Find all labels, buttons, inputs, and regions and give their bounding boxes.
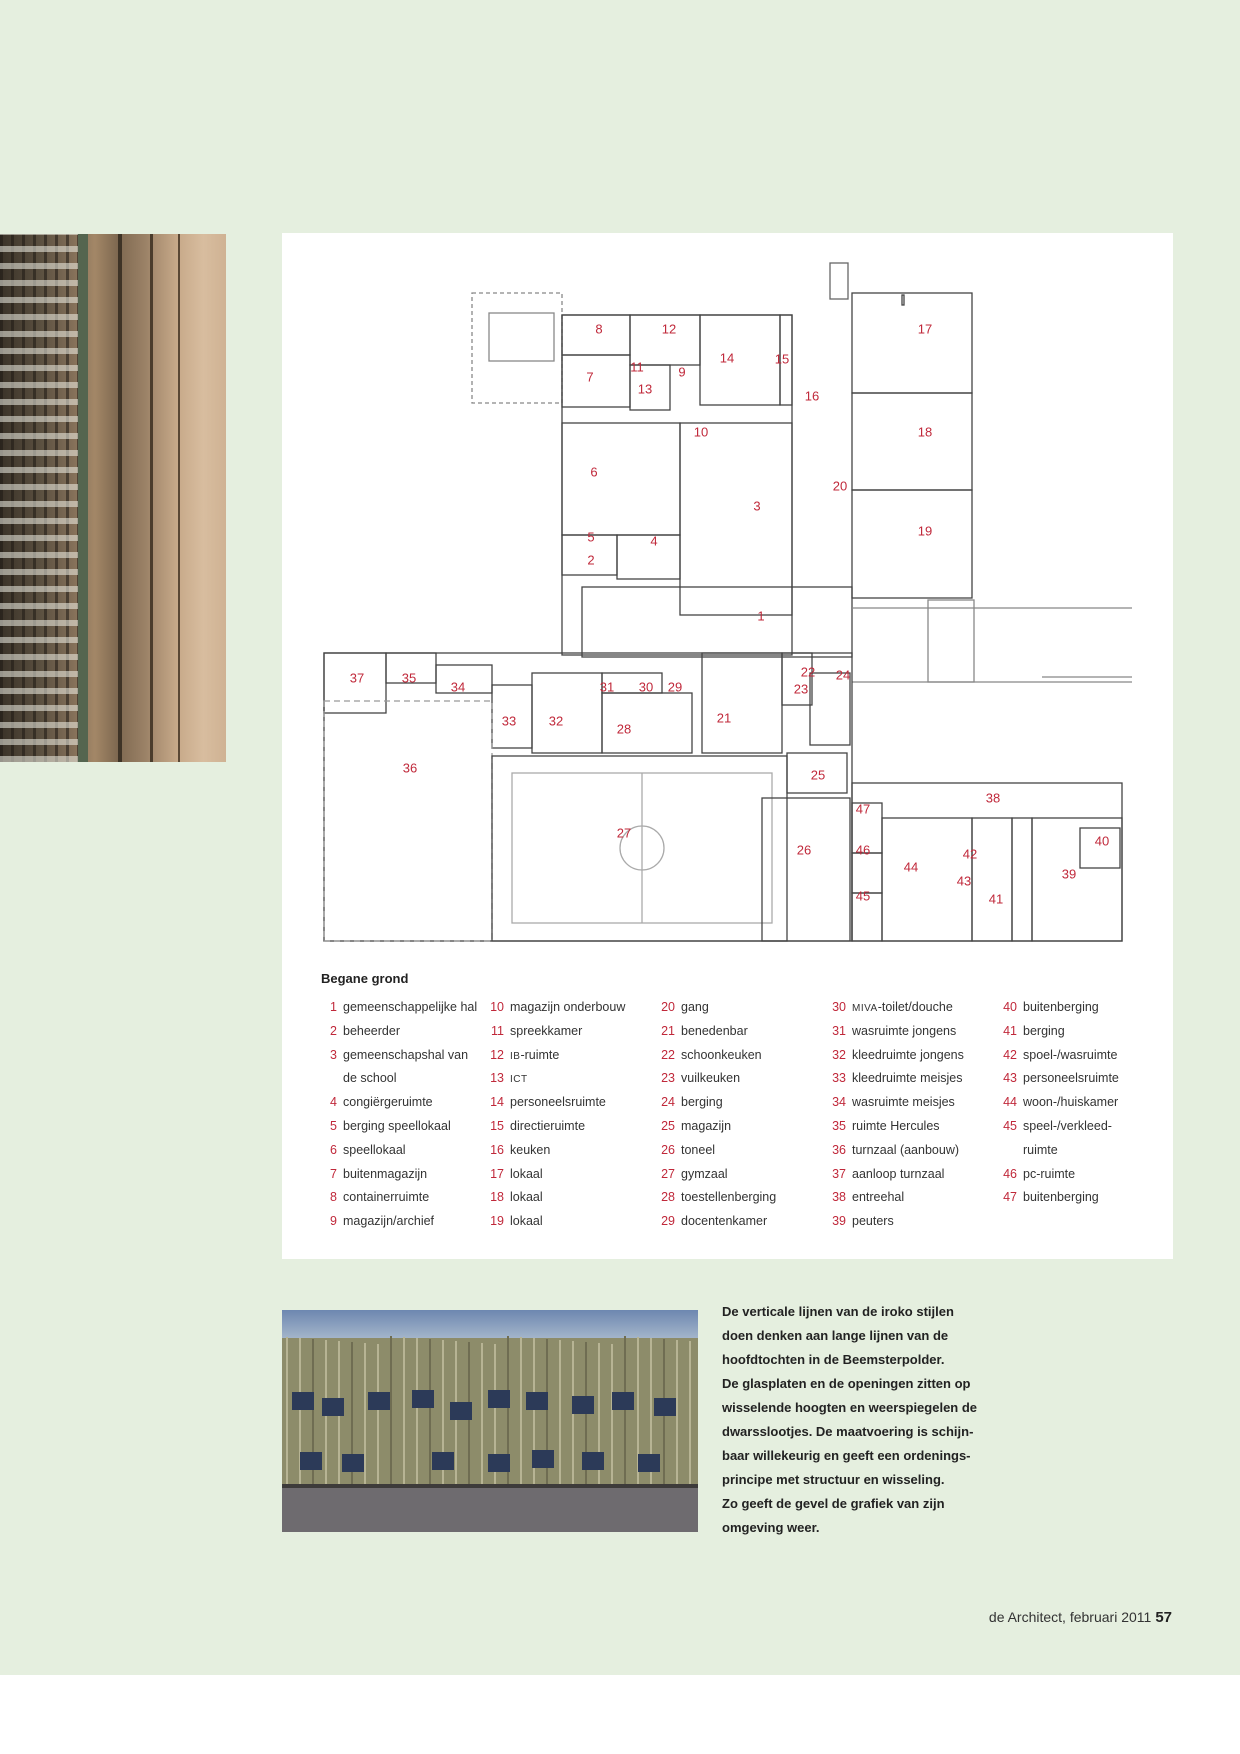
legend-item-label: woon-/huiskamer [1023, 1095, 1119, 1110]
svg-text:39: 39 [1061, 866, 1077, 882]
legend-item-number: 10 [490, 1000, 504, 1014]
legend-item [321, 1186, 477, 1210]
svg-text:47: 47 [855, 801, 871, 817]
legend-item [659, 1139, 776, 1163]
legend-item [830, 1115, 964, 1139]
caption-line: omgeving weer. [722, 1520, 820, 1535]
legend-item [488, 1115, 625, 1139]
legend-item-number: 38 [832, 1190, 846, 1205]
legend-item-number: 15 [490, 1118, 504, 1133]
legend-item [1001, 1115, 1119, 1139]
svg-text:6: 6 [590, 464, 598, 480]
legend-item-label: speel-/verkleed- [1023, 1118, 1112, 1133]
legend-item [1001, 1091, 1119, 1115]
svg-text:30: 30 [638, 679, 654, 695]
legend-item [488, 1091, 625, 1115]
svg-text:18: 18 [917, 424, 933, 440]
legend-item [488, 1210, 625, 1234]
legend-item [659, 1091, 776, 1115]
legend-item-label: docentenkamer [681, 1214, 768, 1229]
svg-text:44: 44 [903, 859, 919, 875]
legend-item [830, 1186, 964, 1210]
svg-text:45: 45 [855, 888, 871, 904]
legend-item [321, 1210, 477, 1234]
legend-item-number: 4 [330, 1095, 337, 1110]
svg-text:7: 7 [586, 369, 594, 385]
legend-item-label: ruimte Hercules [852, 1118, 940, 1133]
legend-item-label: containerruimte [343, 1190, 430, 1205]
svg-text:33: 33 [501, 713, 517, 729]
legend-item [488, 1020, 625, 1044]
svg-text:46: 46 [855, 842, 871, 858]
svg-text:2: 2 [587, 552, 595, 568]
ground-floor-plan [282, 233, 1173, 953]
svg-text:42: 42 [962, 846, 978, 862]
caption-line: hoofdtochten in de Beemsterpolder. [722, 1352, 945, 1367]
legend-item-label: speellokaal [343, 1142, 406, 1157]
svg-text:12: 12 [661, 321, 677, 337]
svg-text:27: 27 [616, 825, 632, 841]
svg-text:25: 25 [810, 767, 826, 783]
legend-item [488, 1044, 625, 1068]
legend-item [1001, 1186, 1119, 1210]
legend-item-number: 5 [330, 1118, 337, 1133]
legend-item [488, 1067, 625, 1091]
legend-item-label: vuilkeuken [681, 1071, 741, 1086]
legend-item [659, 1067, 776, 1091]
legend-item [321, 1044, 477, 1068]
legend-item-label: congiërgeruimte [343, 1095, 433, 1110]
legend-item-label: keuken [510, 1142, 551, 1157]
legend-item-number: 44 [1003, 1095, 1017, 1110]
legend-item [830, 1020, 964, 1044]
legend-item-label: peuters [852, 1214, 894, 1229]
legend-item-number: 18 [490, 1190, 504, 1205]
svg-text:19: 19 [917, 523, 933, 539]
legend-item-label: ICT [510, 1074, 528, 1086]
legend-column-3 [659, 996, 776, 1234]
legend-item-label: magazijn onderbouw [510, 1000, 626, 1014]
svg-text:40: 40 [1094, 833, 1110, 849]
legend-item [321, 1091, 477, 1115]
svg-text:4: 4 [650, 533, 658, 549]
legend-item [1001, 1067, 1119, 1091]
page-margin [0, 1675, 1240, 1754]
legend-item [321, 1020, 477, 1044]
legend-item-label: lokaal [510, 1166, 543, 1181]
caption-line: baar willekeurig en geeft een ordenings- [722, 1448, 971, 1463]
svg-text:13: 13 [637, 381, 653, 397]
legend-item-label: benedenbar [681, 1023, 748, 1038]
legend-item-label: spreekkamer [510, 1023, 583, 1038]
legend-item [659, 1044, 776, 1068]
wood-facade-detail-photo [0, 234, 226, 762]
svg-text:11: 11 [630, 359, 644, 375]
legend-item-continuation: ruimte [1023, 1142, 1058, 1157]
caption-line: dwarsslootjes. De maatvoering is schijn- [722, 1424, 974, 1439]
legend-item-number: 45 [1003, 1118, 1017, 1133]
legend-item [659, 1210, 776, 1234]
svg-text:24: 24 [835, 667, 851, 683]
legend-item-number: 13 [490, 1071, 504, 1086]
legend-item-number: 35 [832, 1118, 846, 1133]
legend-item-number: 20 [661, 1000, 675, 1014]
legend-item-label: wasruimte meisjes [852, 1095, 955, 1110]
legend-item-number: 47 [1003, 1190, 1017, 1205]
page-footer [989, 1609, 1172, 1626]
legend-item [1001, 1163, 1119, 1187]
legend-item [830, 996, 964, 1020]
legend-item [1001, 1020, 1119, 1044]
legend-item-number: 1 [330, 1000, 337, 1014]
legend-title: Begane grond [321, 971, 409, 986]
svg-text:20: 20 [832, 478, 848, 494]
svg-text:8: 8 [595, 321, 603, 337]
svg-text:35: 35 [401, 670, 417, 686]
legend-item-label: berging speellokaal [343, 1118, 451, 1133]
svg-text:28: 28 [616, 721, 632, 737]
school-facade-photo [282, 1310, 698, 1532]
legend-item-number: 24 [661, 1095, 675, 1110]
legend-item-number: 17 [490, 1166, 504, 1181]
legend-item-label: entreehal [852, 1190, 905, 1205]
legend-item-label: aanloop turnzaal [852, 1166, 945, 1181]
legend-item [1001, 996, 1119, 1020]
legend-item-label: buitenmagazijn [343, 1166, 428, 1181]
legend-item-label: gymzaal [681, 1166, 728, 1181]
legend-item-number: 41 [1003, 1023, 1017, 1038]
legend-item-number: 43 [1003, 1071, 1017, 1086]
svg-text:36: 36 [402, 760, 418, 776]
legend-item [321, 996, 477, 1020]
legend-item-number: 37 [832, 1166, 846, 1181]
legend-item [830, 1067, 964, 1091]
legend-item-number: 14 [490, 1095, 504, 1110]
legend-item-continuation: de school [343, 1071, 397, 1086]
legend-item-number: 34 [832, 1095, 846, 1110]
legend-item [659, 1186, 776, 1210]
legend-item [830, 1044, 964, 1068]
legend-item-number: 8 [330, 1190, 337, 1205]
svg-text:22: 22 [800, 664, 816, 680]
legend-item [659, 996, 776, 1020]
legend-item-label: lokaal [510, 1214, 543, 1229]
legend-item-number: 33 [832, 1071, 846, 1086]
legend-item-number: 27 [661, 1166, 675, 1181]
svg-text:41: 41 [988, 891, 1004, 907]
legend-item [830, 1091, 964, 1115]
legend-item-number: 7 [330, 1166, 337, 1181]
svg-text:29: 29 [667, 679, 683, 695]
legend-item-label: gemeenschappelijke hal [343, 1000, 478, 1014]
legend-item-number: 22 [661, 1047, 675, 1062]
svg-text:21: 21 [716, 710, 732, 726]
legend-item-number: 32 [832, 1047, 846, 1062]
legend-column-1 [321, 996, 477, 1234]
svg-text:38: 38 [985, 790, 1001, 806]
legend-item-label: buitenberging [1023, 1190, 1099, 1205]
legend-item-label: spoel-/wasruimte [1023, 1047, 1118, 1062]
photo-caption [722, 1300, 982, 1540]
legend-item-label: MIVA-toilet/douche [852, 1000, 953, 1014]
legend-item [488, 996, 625, 1020]
legend-item-number: 12 [490, 1047, 504, 1062]
legend-item-number: 21 [661, 1023, 675, 1038]
legend-item-label: lokaal [510, 1190, 543, 1205]
legend-item [321, 1115, 477, 1139]
legend-item-label: magazijn/archief [343, 1214, 435, 1229]
legend-item-label: pc-ruimte [1023, 1166, 1076, 1181]
legend-item-number: 31 [832, 1023, 846, 1038]
svg-text:3: 3 [753, 498, 761, 514]
legend-item-number: 3 [330, 1047, 337, 1062]
legend-item-number: 39 [832, 1214, 846, 1229]
legend-item-number: 2 [330, 1023, 337, 1038]
legend-item [1001, 1044, 1119, 1068]
legend-item-label: beheerder [343, 1023, 400, 1038]
legend-column-4 [830, 996, 964, 1234]
legend-item-label: wasruimte jongens [852, 1023, 957, 1038]
legend-item-number: 36 [832, 1142, 846, 1157]
svg-text:43: 43 [956, 873, 972, 889]
caption-line: Zo geeft de gevel de grafiek van zijn [722, 1496, 945, 1511]
svg-text:14: 14 [719, 350, 735, 366]
legend-item-label: berging [1023, 1023, 1065, 1038]
legend-item-number: 16 [490, 1142, 504, 1157]
legend-item-label: directieruimte [510, 1118, 586, 1133]
legend-item-label: toestellenberging [681, 1190, 777, 1205]
legend-item [321, 1163, 477, 1187]
legend-item-number: 25 [661, 1118, 675, 1133]
svg-text:34: 34 [450, 679, 466, 695]
svg-text:10: 10 [693, 424, 709, 440]
svg-text:17: 17 [917, 321, 933, 337]
caption-line: doen denken aan lange lijnen van de [722, 1328, 949, 1343]
legend-item-number: 6 [330, 1142, 337, 1157]
svg-text:26: 26 [796, 842, 812, 858]
page-number: 57 [1155, 1609, 1172, 1626]
legend-item [488, 1139, 625, 1163]
legend-item-label: personeelsruimte [510, 1095, 606, 1110]
svg-text:32: 32 [548, 713, 564, 729]
legend-item-label: gang [681, 1000, 709, 1014]
legend-item-label: buitenberging [1023, 1000, 1099, 1014]
legend-item-number: 42 [1003, 1047, 1017, 1062]
legend-item-number: 29 [661, 1214, 675, 1229]
legend-item-number: 46 [1003, 1166, 1017, 1181]
room-numbers [350, 321, 1109, 906]
svg-text:16: 16 [804, 388, 820, 404]
caption-line: De glasplaten en de openingen zitten op [722, 1376, 971, 1391]
caption-line: principe met structuur en wisseling. [722, 1472, 945, 1487]
svg-text:37: 37 [349, 670, 365, 686]
svg-text:23: 23 [793, 681, 809, 697]
legend-item-number: 9 [330, 1214, 337, 1229]
svg-text:15: 15 [774, 351, 790, 367]
svg-text:31: 31 [599, 679, 615, 695]
legend-item-number: 40 [1003, 1000, 1017, 1014]
legend-column-2 [488, 996, 625, 1234]
legend-item-number: 26 [661, 1142, 675, 1157]
legend-item-label: schoonkeuken [681, 1047, 762, 1062]
svg-text:1: 1 [757, 608, 765, 624]
svg-text:9: 9 [678, 364, 686, 380]
legend-item-number: 30 [832, 1000, 846, 1014]
legend-item-label: gemeenschapshal van [343, 1047, 469, 1062]
legend-item [659, 1163, 776, 1187]
legend-item-label: kleedruimte jongens [852, 1047, 964, 1062]
legend-item [659, 1115, 776, 1139]
legend-item [659, 1020, 776, 1044]
legend-item-number: 23 [661, 1071, 675, 1086]
legend-item [321, 1139, 477, 1163]
caption-line: wisselende hoogten en weerspiegelen de [722, 1400, 978, 1415]
legend-item-label: kleedruimte meisjes [852, 1071, 963, 1086]
legend-item-label: IB-ruimte [510, 1047, 560, 1062]
legend-item-label: turnzaal (aanbouw) [852, 1142, 960, 1157]
legend-item [830, 1139, 964, 1163]
floor-plan-panel [282, 233, 1173, 1259]
legend-item-number: 28 [661, 1190, 675, 1205]
legend-item-label: magazijn [681, 1118, 732, 1133]
legend-item-number: 19 [490, 1214, 504, 1229]
legend-column-5 [1001, 996, 1119, 1210]
legend-item [830, 1210, 964, 1234]
legend-item [488, 1186, 625, 1210]
footer-source: de Architect, februari 2011 [988, 1609, 1152, 1625]
caption-line: De verticale lijnen van de iroko stijlen [722, 1304, 954, 1319]
svg-text:5: 5 [587, 529, 595, 545]
legend-item-label: berging [681, 1095, 723, 1110]
legend-item [488, 1163, 625, 1187]
legend-item-label: personeelsruimte [1023, 1071, 1119, 1086]
legend-item-number: 11 [491, 1023, 504, 1038]
legend-item-label: toneel [681, 1142, 716, 1157]
legend-item [830, 1163, 964, 1187]
